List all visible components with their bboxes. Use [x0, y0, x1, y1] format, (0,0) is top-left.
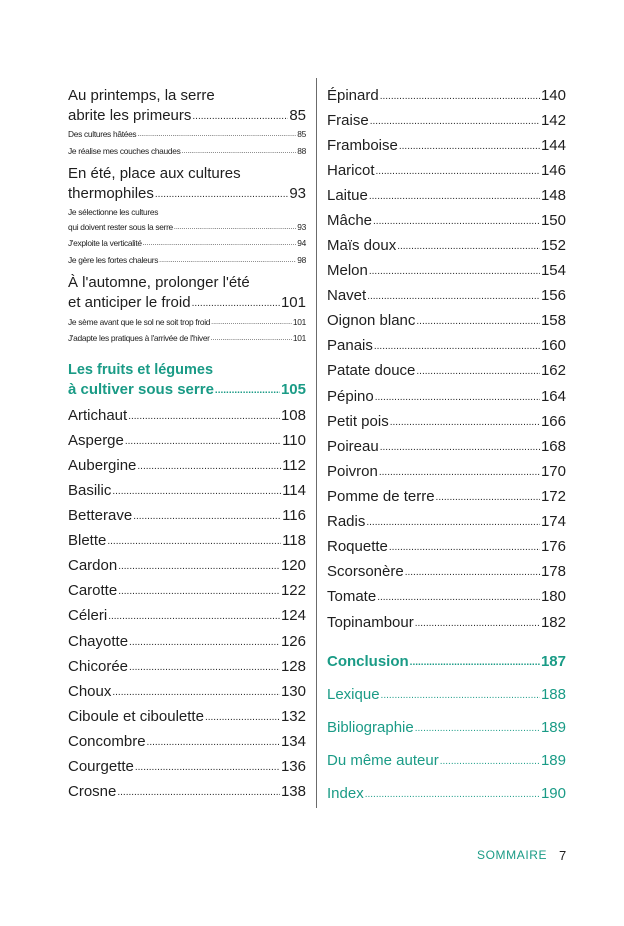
column-divider — [316, 78, 317, 808]
toc-section-entry[interactable] — [68, 381, 306, 399]
toc-leader — [390, 418, 540, 428]
toc-entry-title: Radis — [327, 513, 366, 530]
toc-leader — [125, 437, 281, 447]
toc-entry-title: Concombre — [68, 733, 146, 750]
toc-entry-spring[interactable] — [68, 107, 306, 125]
toc-section-title: à cultiver sous serre — [68, 381, 214, 398]
toc-leader — [112, 688, 280, 698]
toc-entry-title: Blette — [68, 532, 107, 549]
toc-entry-page: 182 — [540, 614, 566, 631]
toc-leader — [107, 537, 281, 547]
toc-entry[interactable] — [68, 607, 306, 625]
toc-entry[interactable] — [68, 633, 306, 651]
toc-entry-page: 142 — [540, 112, 566, 129]
toc-entry-page: 138 — [280, 783, 306, 800]
toc-conclusion-entry[interactable] — [327, 653, 566, 671]
toc-leader — [415, 724, 540, 734]
toc-subentry-title: J'exploite la verticalité — [68, 238, 142, 248]
toc-entry-page: 152 — [540, 237, 566, 254]
toc-entry-title: Du même auteur — [327, 752, 439, 769]
toc-entry-title: Carotte — [68, 582, 118, 599]
toc-subentry-page: 94 — [297, 238, 306, 248]
toc-entry-page: 112 — [282, 457, 306, 474]
toc-entry[interactable] — [327, 337, 566, 355]
toc-entry-page: 126 — [280, 633, 306, 650]
toc-subentry-title: qui doivent rester sous la serre — [68, 222, 173, 232]
toc-entry[interactable] — [68, 783, 306, 801]
toc-entry-title: Mâche — [327, 212, 373, 229]
toc-leader — [440, 757, 540, 767]
toc-entry-title: Choux — [68, 683, 112, 700]
toc-entry-title: Panais — [327, 337, 373, 354]
toc-backmatter-entry[interactable] — [327, 752, 566, 770]
toc-entry-title: Petit pois — [327, 413, 389, 430]
toc-entry-page: 164 — [540, 388, 566, 405]
toc-entry[interactable] — [327, 312, 566, 330]
toc-subentry-page: 85 — [297, 129, 306, 139]
toc-leader — [147, 738, 280, 748]
toc-subentry[interactable] — [68, 238, 306, 248]
toc-entry[interactable] — [327, 538, 566, 556]
toc-entry-title: Poireau — [327, 438, 379, 455]
toc-leader — [376, 167, 540, 177]
toc-leader — [128, 412, 280, 422]
toc-spring-line1: Au printemps, la serre — [68, 87, 215, 104]
toc-summer-line1: En été, place aux cultures — [68, 165, 241, 182]
toc-entry-page: 128 — [280, 658, 306, 675]
toc-entry[interactable] — [68, 532, 306, 550]
toc-leader — [211, 319, 292, 326]
toc-leader — [129, 663, 280, 673]
toc-subentry-page: 101 — [292, 333, 306, 343]
toc-leader — [192, 112, 288, 122]
toc-entry[interactable] — [68, 507, 306, 525]
toc-entry-page: 162 — [540, 362, 566, 379]
toc-entry-page: 166 — [540, 413, 566, 430]
toc-entry-title: Laitue — [327, 187, 368, 204]
toc-subentry-page: 98 — [297, 255, 306, 265]
toc-entry[interactable] — [327, 187, 566, 205]
toc-leader — [155, 190, 288, 200]
toc-entry-page: 176 — [540, 538, 566, 555]
toc-entry-title: Patate douce — [327, 362, 416, 379]
toc-entry-page: 189 — [540, 719, 566, 736]
toc-leader — [369, 267, 540, 277]
toc-entry[interactable] — [327, 438, 566, 456]
toc-leader — [377, 593, 540, 603]
toc-entry-title: Aubergine — [68, 457, 137, 474]
toc-entry[interactable] — [327, 388, 566, 406]
toc-entry-page: 101 — [280, 294, 306, 311]
toc-entry-title: Haricot — [327, 162, 375, 179]
toc-subentry-page: 88 — [297, 146, 306, 156]
toc-subentry[interactable] — [68, 222, 306, 232]
toc-leader — [381, 691, 540, 701]
toc-conclusion-page: 187 — [540, 653, 566, 670]
toc-leader — [365, 790, 540, 800]
toc-entry-title: Courgette — [68, 758, 134, 775]
toc-leader — [436, 493, 540, 503]
toc-subentry-title: Je sème avant que le sol ne soit trop froid — [68, 317, 211, 327]
toc-entry[interactable] — [327, 413, 566, 431]
toc-entry-page: 148 — [540, 187, 566, 204]
toc-section-page: 105 — [280, 381, 306, 398]
toc-leader — [117, 788, 280, 798]
toc-entry-title: Céleri — [68, 607, 108, 624]
toc-leader — [416, 317, 540, 327]
toc-entry[interactable] — [68, 482, 306, 500]
toc-entry-page: 174 — [540, 513, 566, 530]
toc-entry[interactable] — [327, 463, 566, 481]
toc-leader — [118, 562, 280, 572]
toc-entry[interactable] — [68, 432, 306, 450]
toc-conclusion-title: Conclusion — [327, 653, 409, 670]
toc-subentry[interactable] — [68, 146, 306, 156]
toc-entry-title: Fraise — [327, 112, 369, 129]
toc-leader — [410, 658, 540, 668]
toc-entry[interactable] — [327, 588, 566, 606]
toc-entry-title: Ciboule et ciboulette — [68, 708, 204, 725]
toc-entry[interactable] — [68, 733, 306, 751]
toc-leader — [380, 443, 540, 453]
toc-entry-title: Bibliographie — [327, 719, 414, 736]
toc-leader — [182, 148, 297, 155]
toc-leader — [380, 92, 540, 102]
footer-page-number: 7 — [559, 848, 567, 863]
toc-entry-title: Index — [327, 785, 364, 802]
toc-entry-page: 160 — [540, 337, 566, 354]
toc-entry-title: et anticiper le froid — [68, 294, 191, 311]
toc-subentry-title: J'adapte les pratiques à l'arrivée de l'hiver — [68, 333, 210, 343]
toc-entry-summer[interactable] — [68, 185, 306, 203]
toc-leader — [133, 512, 281, 522]
toc-backmatter-entry[interactable] — [327, 785, 566, 803]
toc-entry-title: Épinard — [327, 87, 379, 104]
toc-leader — [399, 142, 540, 152]
toc-entry[interactable] — [327, 614, 566, 632]
toc-entry[interactable] — [327, 563, 566, 581]
toc-subentry-page: 101 — [292, 317, 306, 327]
toc-entry-title: Chicorée — [68, 658, 129, 675]
toc-entry-title: Lexique — [327, 686, 380, 703]
toc-leader — [415, 619, 540, 629]
toc-entry-page: 172 — [540, 488, 566, 505]
toc-entry-page: 124 — [280, 607, 306, 624]
toc-entry-page: 116 — [282, 507, 306, 524]
toc-entry-page: 130 — [280, 683, 306, 700]
toc-entry-title: Framboise — [327, 137, 398, 154]
toc-entry-page: 93 — [289, 185, 306, 202]
toc-entry-page: 144 — [540, 137, 566, 154]
toc-entry-title: Basilic — [68, 482, 112, 499]
toc-entry-title: Oignon blanc — [327, 312, 416, 329]
toc-entry-autumn[interactable] — [68, 294, 306, 312]
toc-entry-page: 118 — [282, 532, 306, 549]
toc-entry-page: 120 — [280, 557, 306, 574]
toc-leader — [379, 468, 540, 478]
toc-backmatter-entry[interactable] — [327, 719, 566, 737]
toc-subentry[interactable] — [68, 333, 306, 343]
toc-entry[interactable] — [327, 112, 566, 130]
toc-entry-page: 158 — [540, 312, 566, 329]
toc-leader — [397, 242, 540, 252]
toc-leader — [118, 587, 280, 597]
toc-entry-page: 189 — [540, 752, 566, 769]
toc-entry-page: 188 — [540, 686, 566, 703]
toc-entry-page: 132 — [280, 708, 306, 725]
toc-entry-page: 154 — [540, 262, 566, 279]
toc-leader — [192, 299, 280, 309]
toc-entry-page: 85 — [289, 107, 306, 124]
toc-entry-title: Crosne — [68, 783, 117, 800]
toc-subentry[interactable] — [68, 317, 306, 327]
toc-leader — [108, 612, 280, 622]
toc-leader — [205, 713, 280, 723]
toc-entry-title: Artichaut — [68, 407, 128, 424]
toc-entry-page: 108 — [280, 407, 306, 424]
toc-leader — [369, 192, 540, 202]
toc-leader — [159, 257, 296, 264]
toc-entry[interactable] — [327, 237, 566, 255]
toc-entry[interactable] — [327, 87, 566, 105]
toc-entry-title: Cardon — [68, 557, 118, 574]
toc-entry-page: 146 — [540, 162, 566, 179]
toc-entry-page: 150 — [540, 212, 566, 229]
toc-leader — [366, 518, 540, 528]
toc-leader — [135, 763, 280, 773]
toc-subentry[interactable] — [68, 255, 306, 265]
toc-entry-title: Scorsonère — [327, 563, 404, 580]
toc-subentry-page: 93 — [297, 222, 306, 232]
toc-leader — [374, 342, 540, 352]
toc-entry-page: 156 — [540, 287, 566, 304]
toc-entry-title: Tomate — [327, 588, 377, 605]
toc-entry[interactable] — [327, 362, 566, 380]
toc-entry-title: Maïs doux — [327, 237, 397, 254]
toc-leader — [416, 367, 540, 377]
toc-entry[interactable] — [327, 262, 566, 280]
toc-entry-page: 140 — [540, 87, 566, 104]
toc-subentry-line1: Je sélectionne les cultures — [68, 207, 159, 217]
toc-leader — [373, 217, 540, 227]
toc-entry-title: Pépino — [327, 388, 374, 405]
toc-entry-title: Roquette — [327, 538, 388, 555]
toc-entry-title: Betterave — [68, 507, 133, 524]
toc-autumn-line1: À l'automne, prolonger l'été — [68, 274, 250, 291]
toc-leader — [389, 543, 540, 553]
toc-entry-page: 168 — [540, 438, 566, 455]
toc-leader — [215, 386, 280, 396]
toc-entry[interactable] — [68, 457, 306, 475]
toc-entry-title: Pomme de terre — [327, 488, 435, 505]
toc-entry[interactable] — [68, 758, 306, 776]
footer-section-label: SOMMAIRE — [477, 848, 548, 862]
toc-entry-title: Topinambour — [327, 614, 414, 631]
toc-entry-page: 134 — [280, 733, 306, 750]
toc-entry[interactable] — [327, 212, 566, 230]
toc-entry-title: Chayotte — [68, 633, 129, 650]
toc-subentry-title: Des cultures hâtées — [68, 129, 137, 139]
toc-leader — [370, 117, 540, 127]
toc-leader — [143, 240, 297, 247]
toc-entry-page: 114 — [282, 482, 306, 499]
toc-entry[interactable] — [68, 557, 306, 575]
toc-entry[interactable] — [68, 658, 306, 676]
toc-subentry-title: Je réalise mes couches chaudes — [68, 146, 181, 156]
toc-leader — [375, 393, 540, 403]
toc-leader — [129, 638, 280, 648]
toc-section-line1: Les fruits et légumes — [68, 362, 214, 378]
toc-entry-page: 110 — [282, 432, 306, 449]
toc-entry-page: 136 — [280, 758, 306, 775]
toc-entry[interactable] — [68, 708, 306, 726]
toc-entry-title: Asperge — [68, 432, 124, 449]
toc-entry-title: abrite les primeurs — [68, 107, 192, 124]
toc-leader — [112, 487, 281, 497]
toc-entry[interactable] — [327, 513, 566, 531]
toc-entry[interactable] — [327, 162, 566, 180]
toc-entry-page: 122 — [280, 582, 306, 599]
toc-entry-page: 190 — [540, 785, 566, 802]
toc-entry-page: 180 — [540, 588, 566, 605]
toc-entry[interactable] — [327, 137, 566, 155]
toc-entry-title: Navet — [327, 287, 367, 304]
toc-entry-title: Poivron — [327, 463, 378, 480]
toc-leader — [174, 224, 296, 231]
toc-entry[interactable] — [327, 488, 566, 506]
toc-leader — [405, 568, 540, 578]
toc-entry[interactable] — [68, 683, 306, 701]
toc-entry[interactable] — [327, 287, 566, 305]
toc-entry[interactable] — [68, 582, 306, 600]
toc-leader — [137, 462, 281, 472]
toc-leader — [367, 292, 540, 302]
toc-entry[interactable] — [68, 407, 306, 425]
toc-subentry-title: Je gère les fortes chaleurs — [68, 255, 159, 265]
toc-entry-title: Melon — [327, 262, 368, 279]
toc-leader — [211, 335, 292, 342]
toc-entry-title: thermophiles — [68, 185, 154, 202]
toc-leader — [137, 131, 296, 138]
toc-entry-page: 170 — [540, 463, 566, 480]
toc-subentry[interactable] — [68, 129, 306, 139]
toc-backmatter-entry[interactable] — [327, 686, 566, 704]
toc-entry-page: 178 — [540, 563, 566, 580]
